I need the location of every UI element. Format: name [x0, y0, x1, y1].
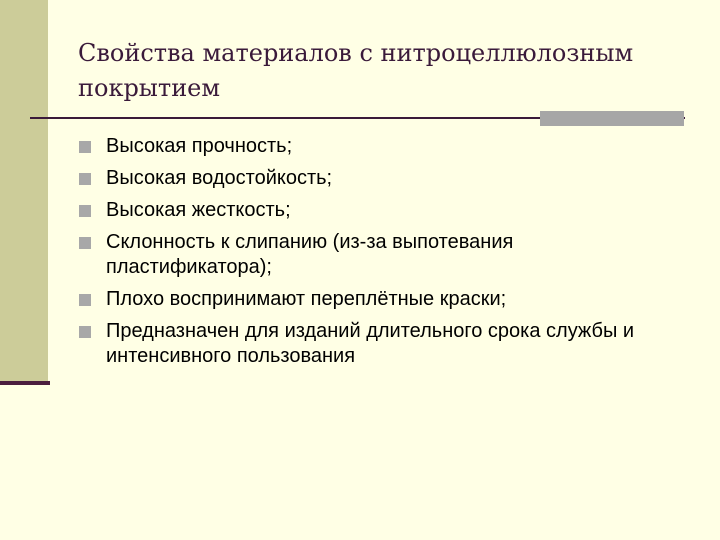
bullet-item [78, 134, 678, 159]
left-decorative-bar [0, 0, 48, 384]
left-bar-underline [0, 381, 50, 385]
square-bullet-icon [79, 326, 91, 338]
square-bullet-icon [79, 205, 91, 217]
bullet-item [78, 230, 678, 280]
bullet-text: Высокая прочность; [106, 135, 293, 157]
bullet-item [78, 166, 678, 191]
square-bullet-icon [79, 294, 91, 306]
title-accent-block [540, 111, 684, 126]
slide-title: Свойства материалов с нитроцеллюлозным покрытием [78, 39, 634, 102]
bullet-text: Высокая жесткость; [106, 199, 291, 221]
bullet-text: Высокая водостойкость; [106, 167, 333, 189]
bullet-text: Склонность к слипанию (из-за выпотевания пластификатора); [106, 231, 514, 278]
bullet-item [78, 287, 678, 312]
bullet-list [78, 134, 678, 376]
bullet-text: Плохо воспринимают переплётные краски; [106, 288, 507, 310]
bullet-item [78, 198, 678, 223]
square-bullet-icon [79, 141, 91, 153]
square-bullet-icon [79, 237, 91, 249]
square-bullet-icon [79, 173, 91, 185]
bullet-text: Предназначен для изданий длительного срока службы и интенсивного пользования [106, 320, 635, 367]
bullet-item [78, 319, 678, 369]
